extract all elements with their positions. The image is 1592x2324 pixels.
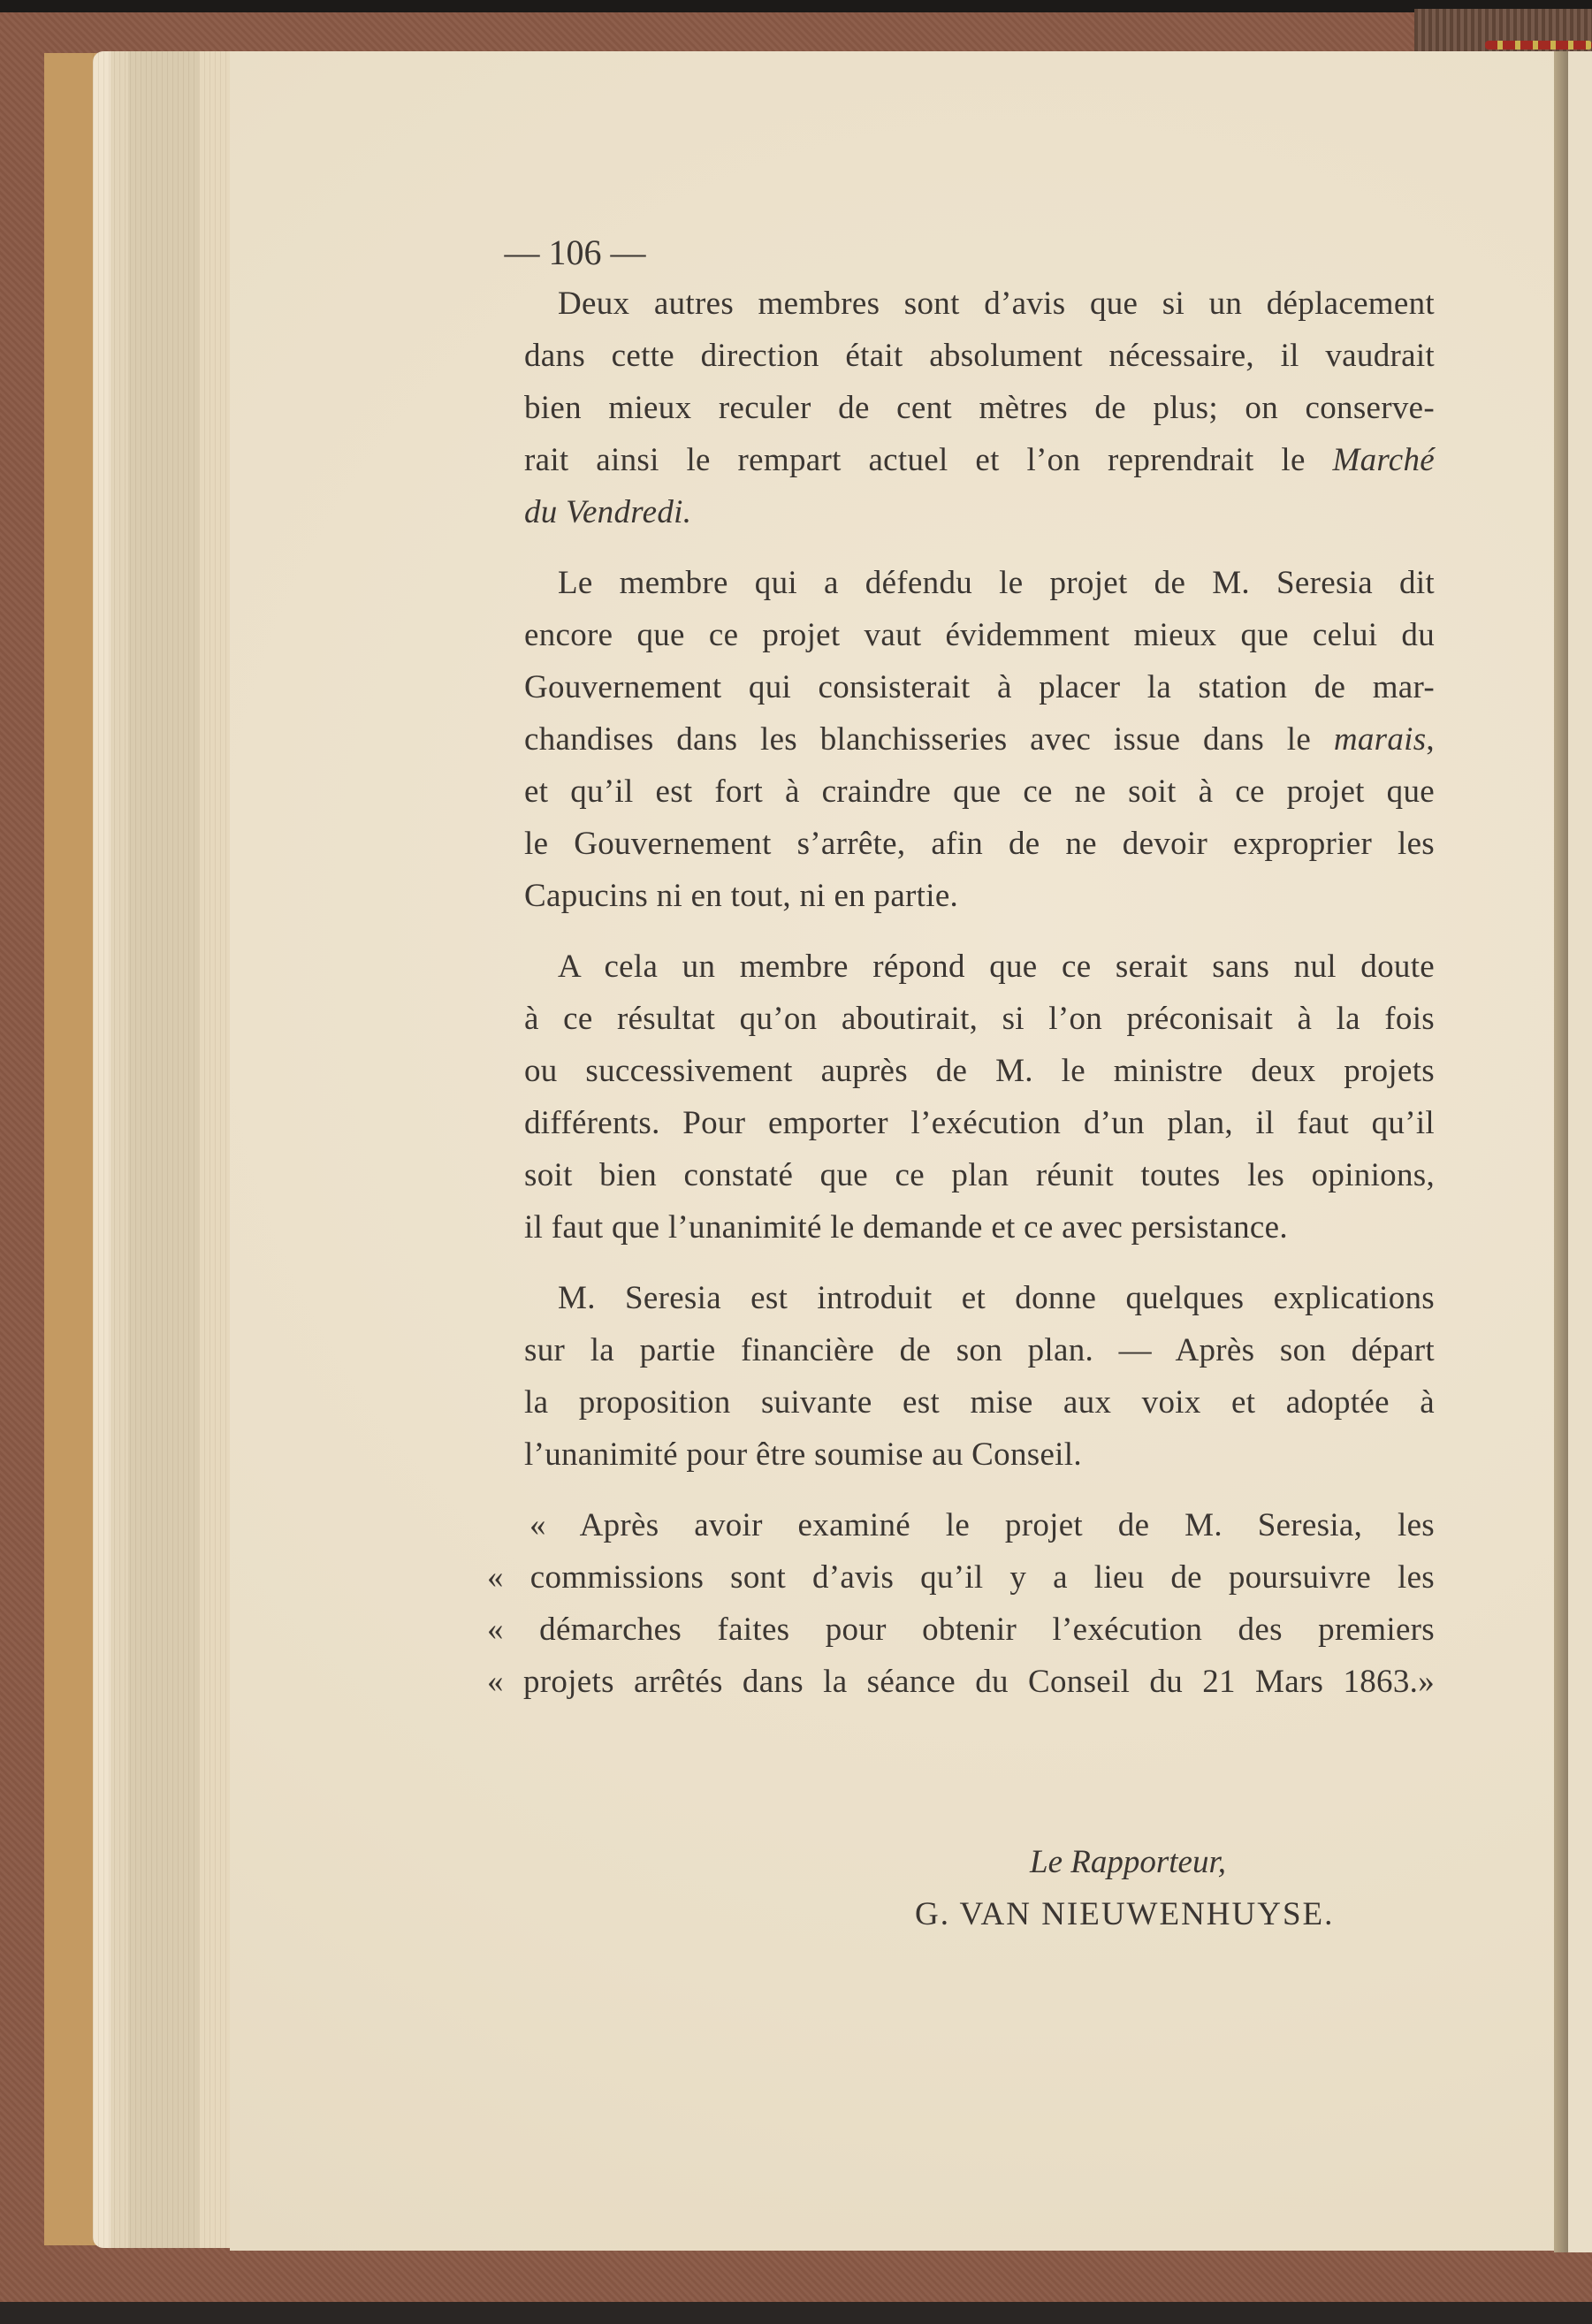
quote-line: « Après avoir examiné le projet de M. Seresia, les bbox=[529, 1507, 1435, 1543]
text-line: à ce résultat qu’on aboutirait, si l’on préconisait à la fois bbox=[524, 1001, 1435, 1037]
text-line: ou successivement auprès de M. le ministre deux projets bbox=[524, 1053, 1435, 1089]
text-line: dans cette direction était absolument nécessaire, il vaudrait bbox=[524, 338, 1435, 374]
punctuation: , bbox=[1426, 721, 1435, 758]
text-line: l’unanimité pour être soumise au Conseil. bbox=[524, 1436, 1082, 1473]
background-top-band bbox=[0, 0, 1592, 12]
text-fragment: rait ainsi le rempart actuel et l’on reprendrait le bbox=[524, 442, 1306, 478]
text-line: A cela un membre répond que ce serait sans nul doute bbox=[558, 949, 1435, 985]
italic-phrase: du Vendredi. bbox=[524, 494, 692, 530]
text-line: bien mieux reculer de cent mètres de plus; on conserve- bbox=[524, 390, 1435, 426]
text-line: et qu’il est fort à craindre que ce ne soit à ce projet que bbox=[524, 773, 1435, 810]
text-line: différents. Pour emporter l’exécution d’un plan, il faut qu’il bbox=[524, 1105, 1435, 1141]
text-line-with-italic bbox=[487, 434, 1435, 486]
page-number: — 106 — bbox=[504, 232, 646, 272]
text-line: Deux autres membres sont d’avis que si un déplacement bbox=[558, 286, 1435, 322]
text-line: la proposition suivante est mise aux voix et adoptée à bbox=[524, 1384, 1435, 1421]
signature-title: Le Rapporteur, bbox=[1030, 1844, 1226, 1880]
text-line: M. Seresia est introduit et donne quelques explications bbox=[558, 1280, 1435, 1316]
page-edges-stack bbox=[93, 51, 234, 2248]
paragraph-2 bbox=[487, 557, 1435, 922]
endpaper bbox=[44, 53, 97, 2245]
body-text bbox=[487, 225, 1435, 1708]
text-line: soit bien constaté que ce plan réunit toutes les opinions, bbox=[524, 1157, 1435, 1193]
signature-block bbox=[884, 1836, 1414, 1940]
paragraph-4 bbox=[487, 1272, 1435, 1481]
quote-line: « projets arrêtés dans la séance du Conseil du 21 Mars 1863.» bbox=[487, 1664, 1435, 1700]
text-line-with-italic bbox=[487, 713, 1435, 766]
text-line bbox=[487, 486, 1435, 538]
text-line: il faut que l’unanimité le demande et ce avec persistance. bbox=[524, 1209, 1288, 1246]
text-line: Gouvernement qui consisterait à placer la station de mar- bbox=[524, 669, 1435, 705]
headband-beads bbox=[1485, 41, 1592, 50]
paragraph-3 bbox=[487, 941, 1435, 1253]
text-line: encore que ce projet vaut évidemment mieux que celui du bbox=[524, 617, 1435, 653]
text-line: sur la partie financière de son plan. — Après son départ bbox=[524, 1332, 1435, 1368]
italic-phrase: Marché bbox=[1332, 442, 1435, 478]
quote-line: « démarches faites pour obtenir l’exécution des premiers bbox=[487, 1612, 1435, 1648]
text-line: Capucins ni en tout, ni en partie. bbox=[524, 878, 959, 914]
signature-name: G. VAN NIEUWENHUYSE. bbox=[915, 1896, 1335, 1932]
text-line: le Gouvernement s’arrête, afin de ne devoir exproprier les bbox=[524, 826, 1435, 862]
quote-line: « commissions sont d’avis qu’il y a lieu de poursuivre les bbox=[487, 1559, 1435, 1596]
italic-word: marais bbox=[1333, 721, 1427, 758]
paragraph-1 bbox=[487, 278, 1435, 538]
page-gutter bbox=[1554, 51, 1568, 2252]
facing-page-edge bbox=[1568, 51, 1592, 2252]
text-line: Le membre qui a défendu le projet de M. Seresia dit bbox=[558, 565, 1435, 601]
quoted-resolution bbox=[487, 1499, 1435, 1708]
text-fragment: chandises dans les blanchisseries avec issue dans le bbox=[524, 721, 1312, 758]
